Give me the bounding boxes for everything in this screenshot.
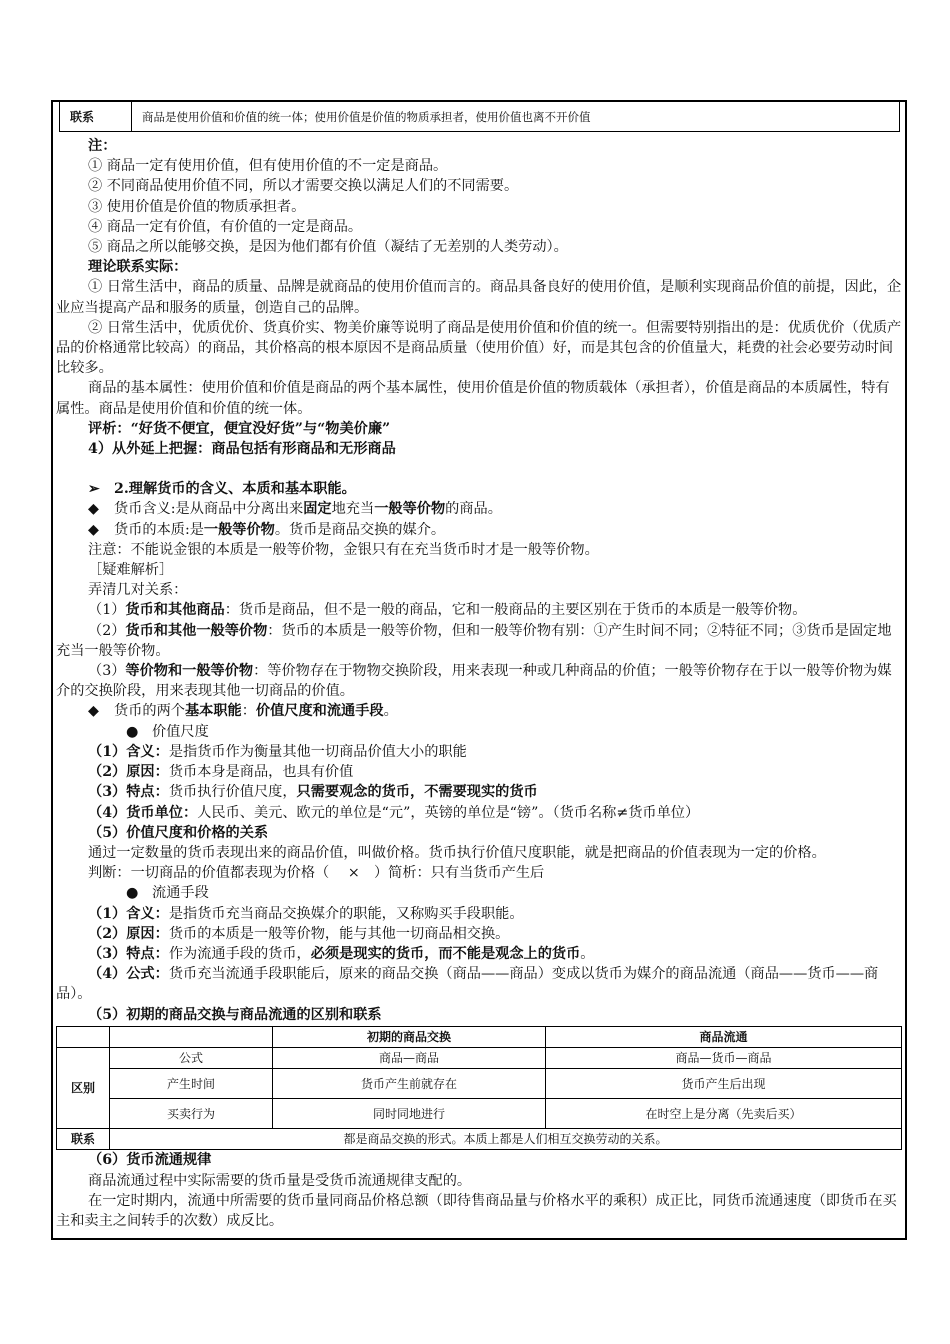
money-functions: ◆ 货币的两个基本职能：价值尺度和流通手段。 [56, 701, 902, 721]
practice-paragraph-1: ① 日常生活中，商品的质量、品牌是就商品的使用价值而言的。商品具备良好的使用价值，是顺利实现商品价值的前提，因此，企业应当提高产品和服务的质量，创造自己的品牌。 [56, 279, 902, 316]
law-paragraph-2: 在一定时期内，流通中所需要的货币量同商品价格总额（即待售商品量与价格水平的乘积）成正比，同货币流通速度（即货币在买主和卖主之间转手的次数）成反比。 [56, 1192, 897, 1229]
doubt-heading: ［疑难解析］ [88, 562, 174, 579]
diamond-bullet-icon: ◆ [88, 501, 99, 518]
money-note: 注意：不能说金银的本质是一般等价物，金银只有在充当货币时才是一般等价物。 [88, 541, 599, 558]
relation-table [59, 102, 900, 132]
diamond-bullet-icon: ◆ [88, 703, 99, 720]
document-frame [51, 100, 907, 1240]
money-definition: ◆ 货币含义:是从商品中分离出来固定地充当一般等价物的商品。 [56, 499, 902, 519]
note-item-3: ③ 使用价值是价值的物质承担者。 [88, 198, 306, 215]
judge-line: 判断：一切商品的价值都表现为价格（ × ）简析：只有当货币产生后 [88, 865, 545, 882]
circulation-line-2: （2）原因：货币的本质是一般等价物，能与其他一切商品相交换。 [88, 925, 510, 942]
col-header-circulation: 商品流通 [546, 1026, 902, 1047]
relation-intro: 弄清几对关系： [88, 582, 188, 599]
arrow-bullet-icon: ➢ [88, 481, 100, 498]
note-item-1: ① 商品一定有使用价值，但有使用价值的不一定是商品。 [88, 158, 448, 175]
circulation-line-1: （1）含义：是指货币充当商品交换媒介的职能，又称购买手段职能。 [88, 905, 524, 922]
measure-title: ● 价值尺度 [56, 722, 902, 742]
main-content [56, 136, 902, 1231]
diff-label: 区别 [57, 1047, 110, 1128]
col-header-early: 初期的商品交换 [273, 1026, 546, 1047]
dot-bullet-icon: ● [126, 723, 139, 740]
notes-title: 注： [88, 138, 117, 154]
practice-title: 理论联系实际： [88, 259, 188, 276]
money-nature: ◆ 货币的本质:是一般等价物。货币是商品交换的媒介。 [56, 520, 902, 540]
measure-line-4: （4）货币单位：人民币、美元、欧元的单位是“元”，英镑的单位是“镑”。（货币名称≠货币单位） [88, 804, 700, 821]
measure-line-1: （1）含义：是指货币作为衡量其他一切商品价值大小的职能 [88, 743, 467, 760]
money-heading-text: 2.理解货币的含义、本质和基本职能。 [114, 481, 356, 498]
law-title: （6）货币流通规律 [88, 1152, 212, 1169]
note-item-2: ② 不同商品使用价值不同，所以才需要交换以满足人们的不同需要。 [88, 178, 519, 195]
circulation-title: ● 流通手段 [56, 883, 902, 903]
table-row: 产生时间 货币产生前就存在 货币产生后出现 [57, 1069, 902, 1099]
circulation-line-4: （4）公式：货币充当流通手段职能后，原来的商品交换（商品——商品）变成以货币为媒介的商品流通（商品——货币——商品）。 [56, 966, 879, 1003]
practice-paragraph-2: ② 日常生活中，优质优价、货真价实、物美价廉等说明了商品是使用价值和价值的统一。但需要特别指出的是：优质优价（优质产品的价格通常比较高）的商品，其价格高的根本原因不是商品质量（使用价值）好，而是其包含的价值量大，耗费的社会必要劳动时间比较多。 [56, 319, 902, 377]
link-label: 联系 [57, 1129, 110, 1150]
circulation-line-3: （3）特点：作为流通手段的货币，必须是现实的货币，而不能是观念上的货币。 [88, 945, 595, 962]
note-item-4: ④ 商品一定有价值，有价值的一定是商品。 [88, 218, 363, 235]
relation-text: 商品是使用价值和价值的统一体；使用价值是价值的物质承担者，使用价值也离不开价值 [142, 109, 591, 124]
money-heading [56, 479, 902, 499]
comparison-table [56, 1026, 902, 1151]
practice-paragraph-3: 商品的基本属性：使用价值和价值是商品的两个基本属性，使用价值是价值的物质载体（承担者），价值是商品的本质属性，特有属性。商品是使用价值和价值的统一体。 [56, 380, 890, 417]
relation-label: 联系 [60, 102, 132, 131]
measure-line-2: （2）原因：货币本身是商品，也具有价值 [88, 764, 354, 781]
measure-paragraph: 通过一定数量的货币表现出来的商品价值，叫做价格。货币执行价值尺度职能，就是把商品的价值表现为一定的价格。 [88, 844, 826, 861]
comment-line: 评析：“好货不便宜，便宜没好货”与“物美价廉” [88, 420, 391, 437]
diamond-bullet-icon: ◆ [88, 521, 99, 538]
relation-3: （3）等价物和一般等价物：等价物存在于物物交换阶段，用来表现一种或几种商品的价值；一般等价物存在于以一般等价物为媒介的交换阶段，用来表现其他一切商品的价值。 [56, 663, 892, 700]
dot-bullet-icon: ● [126, 885, 139, 902]
law-paragraph-1: 商品流通过程中实际需要的货币量是受货币流通规律支配的。 [88, 1172, 472, 1189]
relation-1: （1）货币和其他商品：货币是商品，但不是一般的商品，它和一般商品的主要区别在于货币的本质是一般等价物。 [88, 602, 807, 619]
table-row [57, 1129, 902, 1150]
table-row: 买卖行为 同时同地进行 在时空上是分离（先卖后买） [57, 1099, 902, 1129]
relation-2: （2）货币和其他一般等价物：货币的本质是一般等价物，但和一般等价物有别：①产生时间不同；②特征不同；③货币是固定地充当一般等价物。 [56, 622, 892, 659]
circulation-line-5: （5）初期的商品交换与商品流通的区别和联系 [88, 1006, 382, 1023]
measure-line-3: （3）特点：货币执行价值尺度，只需要观念的货币，不需要现实的货币 [88, 784, 538, 801]
note-item-5: ⑤ 商品之所以能够交换，是因为他们都有价值（凝结了无差别的人类劳动）。 [88, 239, 568, 256]
extension-line: 4）从外延上把握：商品包括有形商品和无形商品 [88, 441, 396, 458]
link-text: 都是商品交换的形式。本质上都是人们相互交换劳动的关系。 [110, 1129, 902, 1150]
measure-line-5: （5）价值尺度和价格的关系 [88, 824, 269, 841]
table-row: 区别 公式 商品—商品 商品—货币—商品 [57, 1047, 902, 1068]
